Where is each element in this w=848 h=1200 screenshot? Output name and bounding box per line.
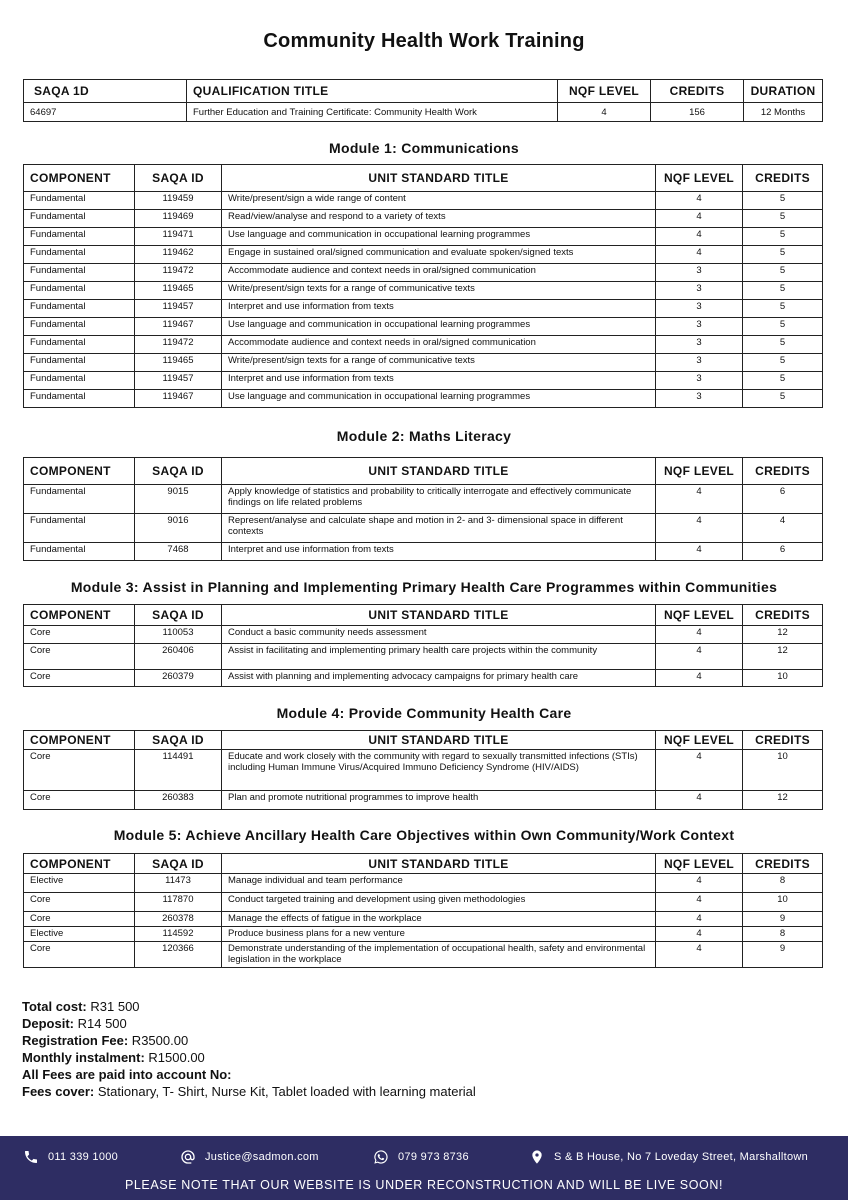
saqa-id-cell: 119462 [135,246,222,264]
component-cell: Core [24,750,135,791]
credits-cell: 12 [743,644,823,670]
credits-cell: 9 [743,912,823,927]
table-row [24,514,823,543]
saqa-id-cell: 119457 [135,300,222,318]
credits-cell: 5 [743,336,823,354]
table-row [24,626,823,644]
saqa-id-cell: 119467 [135,390,222,408]
credits-cell: 12 [743,791,823,810]
saqa-id-cell: 260378 [135,912,222,927]
cost-label: Registration Fee: [22,1033,129,1048]
table-row [24,912,823,927]
cost-fees-cover [22,1083,476,1100]
unit-title-cell: Interpret and use information from texts [222,543,656,561]
nqf-level-cell: 3 [656,354,743,372]
cost-label: Deposit: [22,1016,74,1031]
header-credits: CREDITS [651,80,744,103]
component-cell: Fundamental [24,318,135,336]
header-credits: CREDITS [743,458,823,485]
header-qualification-title: QUALIFICATION TITLE [187,80,558,103]
unit-header-row [24,605,823,626]
credits-cell: 5 [743,192,823,210]
nqf-level-cell: 4 [656,791,743,810]
saqa-id-cell: 119467 [135,318,222,336]
unit-title-cell: Represent/analyse and calculate shape and motion in 2- and 3- dimensional space in different contexts [222,514,656,543]
credits-cell: 5 [743,300,823,318]
credits-cell: 5 [743,318,823,336]
credits-cell: 4 [743,514,823,543]
credits-cell: 10 [743,670,823,687]
cost-label: Monthly instalment: [22,1050,145,1065]
credits-cell: 9 [743,942,823,968]
nqf-level-cell: 4 [656,670,743,687]
saqa-id-cell: 119472 [135,336,222,354]
header-nqf-level: NQF LEVEL [558,80,651,103]
unit-title-cell: Plan and promote nutritional programmes to improve health [222,791,656,810]
table-row [24,372,823,390]
component-cell: Core [24,644,135,670]
header-saqa-id: SAQA ID [135,731,222,750]
cost-value: R1500.00 [144,1050,205,1065]
unit-header-row [24,458,823,485]
component-cell: Elective [24,927,135,942]
component-cell: Fundamental [24,210,135,228]
footer-whatsapp[interactable] [373,1148,469,1166]
header-component: COMPONENT [24,854,135,874]
header-unit-standard-title: UNIT STANDARD TITLE [222,165,656,192]
table-row [24,282,823,300]
qualification-row [24,103,823,122]
nqf-level-cell: 3 [656,372,743,390]
component-cell: Core [24,626,135,644]
header-saqa-id: SAQA ID [135,165,222,192]
address-text: S & B House, No 7 Loveday Street, Marshalltown [554,1151,809,1163]
component-cell: Fundamental [24,282,135,300]
nqf-level-cell: 4 [656,210,743,228]
unit-header-row [24,854,823,874]
credits-cell: 5 [743,228,823,246]
saqa-id-cell: 119465 [135,282,222,300]
cost-value: R3500.00 [128,1033,189,1048]
component-cell: Core [24,670,135,687]
cost-account-note [22,1066,476,1083]
unit-title-cell: Assist with planning and implementing advocacy campaigns for primary health care [222,670,656,687]
table-row [24,485,823,514]
unit-title-cell: Manage the effects of fatigue in the workplace [222,912,656,927]
cost-total [22,998,476,1015]
table-row [24,264,823,282]
table-row [24,210,823,228]
nqf-level-cell: 3 [656,318,743,336]
saqa-id-cell: 7468 [135,543,222,561]
module-1-table [23,164,823,408]
header-nqf-level: NQF LEVEL [656,605,743,626]
module-1-title: Module 1: Communications [329,140,519,156]
footer-bar [0,1136,848,1200]
nqf-level-cell: 3 [656,300,743,318]
component-cell: Elective [24,874,135,893]
credits-cell: 8 [743,874,823,893]
nqf-level-cell: 4 [656,644,743,670]
component-cell: Fundamental [24,228,135,246]
saqa-id-cell: 260383 [135,791,222,810]
header-saqa-id: SAQA ID [135,605,222,626]
saqa-id-cell: 119457 [135,372,222,390]
header-credits: CREDITS [743,854,823,874]
header-component: COMPONENT [24,458,135,485]
unit-title-cell: Interpret and use information from texts [222,300,656,318]
nqf-level-cell: 3 [656,264,743,282]
unit-header-row [24,731,823,750]
saqa-id-cell: 114592 [135,927,222,942]
nqf-level-cell: 4 [656,543,743,561]
footer-phone[interactable] [23,1148,118,1166]
nqf-level-cell: 4 [656,750,743,791]
table-row [24,192,823,210]
table-row [24,644,823,670]
credits-cell: 5 [743,210,823,228]
credits-cell: 8 [743,927,823,942]
nqf-level-cell: 4 [656,626,743,644]
unit-title-cell: Conduct a basic community needs assessment [222,626,656,644]
table-row [24,543,823,561]
header-unit-standard-title: UNIT STANDARD TITLE [222,731,656,750]
module-3-title: Module 3: Assist in Planning and Implementing Primary Health Care Programmes within Communities [70,579,778,595]
cost-label: Total cost: [22,999,87,1014]
qualification-duration: 12 Months [744,103,823,122]
component-cell: Core [24,893,135,912]
qualification-saqa-id: 64697 [24,103,187,122]
table-row [24,354,823,372]
header-saqa-id: SAQA ID [135,854,222,874]
header-component: COMPONENT [24,731,135,750]
credits-cell: 5 [743,282,823,300]
header-nqf-level: NQF LEVEL [656,165,743,192]
module-3-table [23,604,823,687]
credits-cell: 6 [743,485,823,514]
component-cell: Fundamental [24,300,135,318]
location-pin-icon [529,1149,545,1165]
credits-cell: 12 [743,626,823,644]
nqf-level-cell: 4 [656,514,743,543]
qualification-title: Further Education and Training Certificate: Community Health Work [187,103,558,122]
credits-cell: 10 [743,893,823,912]
table-row [24,300,823,318]
whatsapp-icon [373,1149,389,1165]
component-cell: Core [24,791,135,810]
unit-title-cell: Conduct targeted training and development using given methodologies [222,893,656,912]
email-address: Justice@sadmon.com [205,1151,319,1163]
website-notice: PLEASE NOTE THAT OUR WEBSITE IS UNDER RECONSTRUCTION AND WILL BE LIVE SOON! [124,1178,724,1192]
phone-number: 011 339 1000 [48,1151,119,1163]
header-saqa-id: SAQA 1D [24,80,187,103]
header-nqf-level: NQF LEVEL [656,458,743,485]
component-cell: Fundamental [24,485,135,514]
component-cell: Core [24,942,135,968]
component-cell: Fundamental [24,246,135,264]
header-unit-standard-title: UNIT STANDARD TITLE [222,605,656,626]
unit-title-cell: Manage individual and team performance [222,874,656,893]
cost-label: Fees cover: [22,1084,95,1099]
unit-header-row [24,165,823,192]
qualification-credits: 156 [651,103,744,122]
nqf-level-cell: 4 [656,942,743,968]
unit-title-cell: Use language and communication in occupational learning programmes [222,228,656,246]
saqa-id-cell: 119469 [135,210,222,228]
qualification-nqf-level: 4 [558,103,651,122]
nqf-level-cell: 3 [656,282,743,300]
cost-monthly-instalment [22,1049,476,1066]
table-row [24,893,823,912]
unit-title-cell: Accommodate audience and context needs in oral/signed communication [222,264,656,282]
unit-title-cell: Use language and communication in occupational learning programmes [222,390,656,408]
saqa-id-cell: 260406 [135,644,222,670]
component-cell: Core [24,912,135,927]
unit-title-cell: Write/present/sign a wide range of content [222,192,656,210]
module-2-title: Module 2: Maths Literacy [336,428,512,444]
unit-title-cell: Read/view/analyse and respond to a variety of texts [222,210,656,228]
cost-registration-fee [22,1032,476,1049]
credits-cell: 5 [743,264,823,282]
table-row [24,670,823,687]
saqa-id-cell: 119459 [135,192,222,210]
table-row [24,927,823,942]
table-row [24,791,823,810]
unit-title-cell: Accommodate audience and context needs in oral/signed communication [222,336,656,354]
nqf-level-cell: 4 [656,893,743,912]
unit-title-cell: Produce business plans for a new venture [222,927,656,942]
component-cell: Fundamental [24,354,135,372]
saqa-id-cell: 119465 [135,354,222,372]
component-cell: Fundamental [24,390,135,408]
unit-title-cell: Use language and communication in occupational learning programmes [222,318,656,336]
saqa-id-cell: 260379 [135,670,222,687]
nqf-level-cell: 4 [656,246,743,264]
at-sign-icon [180,1149,196,1165]
credits-cell: 5 [743,246,823,264]
nqf-level-cell: 4 [656,228,743,246]
footer-address[interactable] [529,1148,808,1166]
saqa-id-cell: 114491 [135,750,222,791]
saqa-id-cell: 120366 [135,942,222,968]
header-duration: DURATION [744,80,823,103]
unit-title-cell: Demonstrate understanding of the implementation of occupational health, safety and environmental legislation in the workplace [222,942,656,968]
qualification-header-row [24,80,823,103]
cost-label: All Fees are paid into account No: [22,1067,232,1082]
header-nqf-level: NQF LEVEL [656,854,743,874]
component-cell: Fundamental [24,192,135,210]
unit-title-cell: Interpret and use information from texts [222,372,656,390]
saqa-id-cell: 9016 [135,514,222,543]
table-row [24,942,823,968]
table-row [24,246,823,264]
component-cell: Fundamental [24,264,135,282]
saqa-id-cell: 119471 [135,228,222,246]
unit-title-cell: Write/present/sign texts for a range of communicative texts [222,282,656,300]
header-nqf-level: NQF LEVEL [656,731,743,750]
table-row [24,874,823,893]
nqf-level-cell: 4 [656,485,743,514]
credits-cell: 5 [743,354,823,372]
component-cell: Fundamental [24,372,135,390]
saqa-id-cell: 11473 [135,874,222,893]
saqa-id-cell: 110053 [135,626,222,644]
header-credits: CREDITS [743,731,823,750]
module-2-table [23,457,823,561]
nqf-level-cell: 4 [656,912,743,927]
module-5-title: Module 5: Achieve Ancillary Health Care Objectives within Own Community/Work Context [113,827,735,843]
cost-value: R14 500 [74,1016,127,1031]
module-5-table [23,853,823,968]
nqf-level-cell: 4 [656,927,743,942]
header-saqa-id: SAQA ID [135,458,222,485]
table-row [24,318,823,336]
nqf-level-cell: 4 [656,874,743,893]
table-row [24,750,823,791]
credits-cell: 6 [743,543,823,561]
header-credits: CREDITS [743,605,823,626]
cost-value: Stationary, T- Shirt, Nurse Kit, Tablet loaded with learning material [94,1084,476,1099]
unit-title-cell: Apply knowledge of statistics and probability to critically interrogate and effectively communicate findings on life related problems [222,485,656,514]
table-row [24,336,823,354]
cost-value: R31 500 [86,999,140,1014]
page-title: Community Health Work Training [263,30,585,52]
credits-cell: 10 [743,750,823,791]
unit-title-cell: Engage in sustained oral/signed communication and evaluate spoken/signed texts [222,246,656,264]
header-component: COMPONENT [24,605,135,626]
table-row [24,228,823,246]
header-credits: CREDITS [743,165,823,192]
header-component: COMPONENT [24,165,135,192]
cost-summary [22,998,476,1100]
component-cell: Fundamental [24,336,135,354]
nqf-level-cell: 4 [656,192,743,210]
unit-title-cell: Educate and work closely with the community with regard to sexually transmitted infections (STIs) including Human Immune Virus/Acquired Immuno Deficiency Syndrome (HIV/AIDS) [222,750,656,791]
header-unit-standard-title: UNIT STANDARD TITLE [222,458,656,485]
saqa-id-cell: 119472 [135,264,222,282]
header-unit-standard-title: UNIT STANDARD TITLE [222,854,656,874]
unit-title-cell: Assist in facilitating and implementing primary health care projects within the community [222,644,656,670]
component-cell: Fundamental [24,514,135,543]
cost-deposit [22,1015,476,1032]
credits-cell: 5 [743,390,823,408]
credits-cell: 5 [743,372,823,390]
qualification-table [23,79,823,122]
nqf-level-cell: 3 [656,390,743,408]
whatsapp-number: 079 973 8736 [398,1151,469,1163]
component-cell: Fundamental [24,543,135,561]
saqa-id-cell: 9015 [135,485,222,514]
phone-icon [23,1149,39,1165]
nqf-level-cell: 3 [656,336,743,354]
table-row [24,390,823,408]
module-4-table [23,730,823,810]
unit-title-cell: Write/present/sign texts for a range of communicative texts [222,354,656,372]
footer-email[interactable] [180,1148,319,1166]
saqa-id-cell: 117870 [135,893,222,912]
module-4-title: Module 4: Provide Community Health Care [276,705,572,721]
